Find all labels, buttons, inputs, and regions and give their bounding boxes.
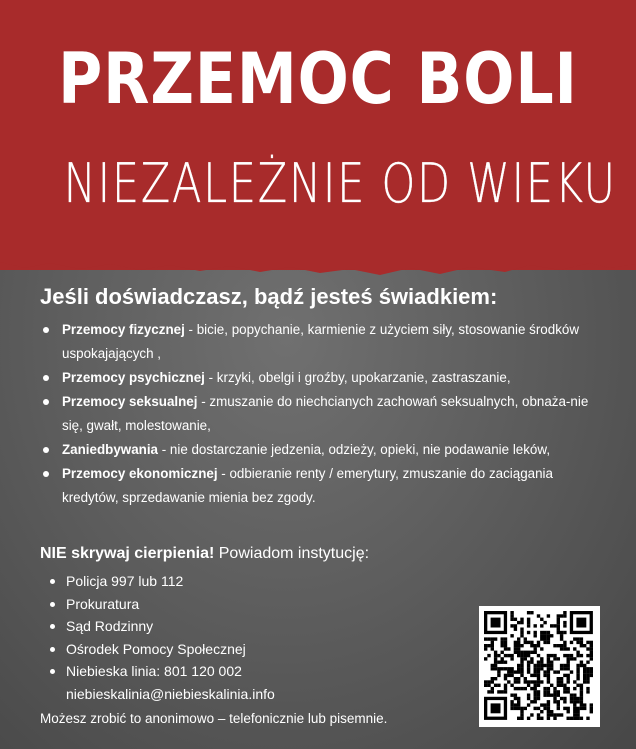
list-item bbox=[40, 366, 600, 390]
item-description: - nie dostarczanie jedzenia, odzieży, opieki, nie podawanie leków, bbox=[158, 442, 551, 457]
qr-code-icon bbox=[479, 606, 600, 727]
poster-subtitle bbox=[63, 152, 617, 215]
institution-item: Ośrodek Pomocy Społecznej bbox=[48, 638, 275, 661]
violence-list bbox=[40, 318, 600, 510]
institution-item: Niebieska linia: 801 120 002 bbox=[48, 660, 275, 683]
report-text: Powiadom instytucję: bbox=[214, 545, 370, 562]
report-call bbox=[40, 545, 369, 563]
item-description: - zmuszanie do niechcianych zachowań seksualnych, obnaża-nie się, gwałt, molestowanie, bbox=[62, 394, 589, 433]
list-item bbox=[40, 390, 600, 438]
poster-title: PRZEMOC BOLI bbox=[58, 38, 578, 120]
list-item bbox=[40, 438, 600, 462]
institutions-list bbox=[48, 570, 275, 706]
list-item bbox=[40, 462, 600, 510]
institution-item: Prokuratura bbox=[48, 593, 275, 616]
anonymous-note: Możesz zrobić to anonimowo – telefonicznie lub pisemnie. bbox=[40, 711, 388, 726]
email-address[interactable]: niebieskalinia@niebieskalinia.info bbox=[66, 685, 275, 702]
brush-edge bbox=[0, 248, 636, 288]
institution-item: Policja 997 lub 112 bbox=[48, 570, 275, 593]
report-emphasis: NIE skrywaj cierpienia! bbox=[40, 545, 215, 562]
list-item bbox=[40, 318, 600, 366]
item-term: Przemocy ekonomicznej bbox=[62, 466, 218, 481]
item-term: Przemocy seksualnej bbox=[62, 394, 198, 409]
section-heading: Jeśli doświadczasz, bądź jesteś świadkiem: bbox=[40, 284, 498, 309]
qr-code[interactable] bbox=[479, 606, 600, 727]
item-description: - krzyki, obelgi i groźby, upokarzanie, zastraszanie, bbox=[204, 370, 511, 385]
item-description: - bicie, popychanie, karmienie z użyciem siły, stosowanie środków uspokajających , bbox=[62, 322, 580, 361]
item-term: Przemocy psychicznej bbox=[62, 370, 205, 385]
item-term: Zaniedbywania bbox=[62, 442, 158, 457]
item-term: Przemocy fizycznej bbox=[62, 322, 185, 337]
poster-subtitle-text: NIEZALEŻNIE OD WIEKU bbox=[63, 152, 617, 215]
institution-item: Sąd Rodzinny bbox=[48, 615, 275, 638]
item-description: - odbieranie renty / emerytury, zmuszanie do zaciągania kredytów, sprzedawanie mienia bez zgody. bbox=[62, 466, 553, 505]
